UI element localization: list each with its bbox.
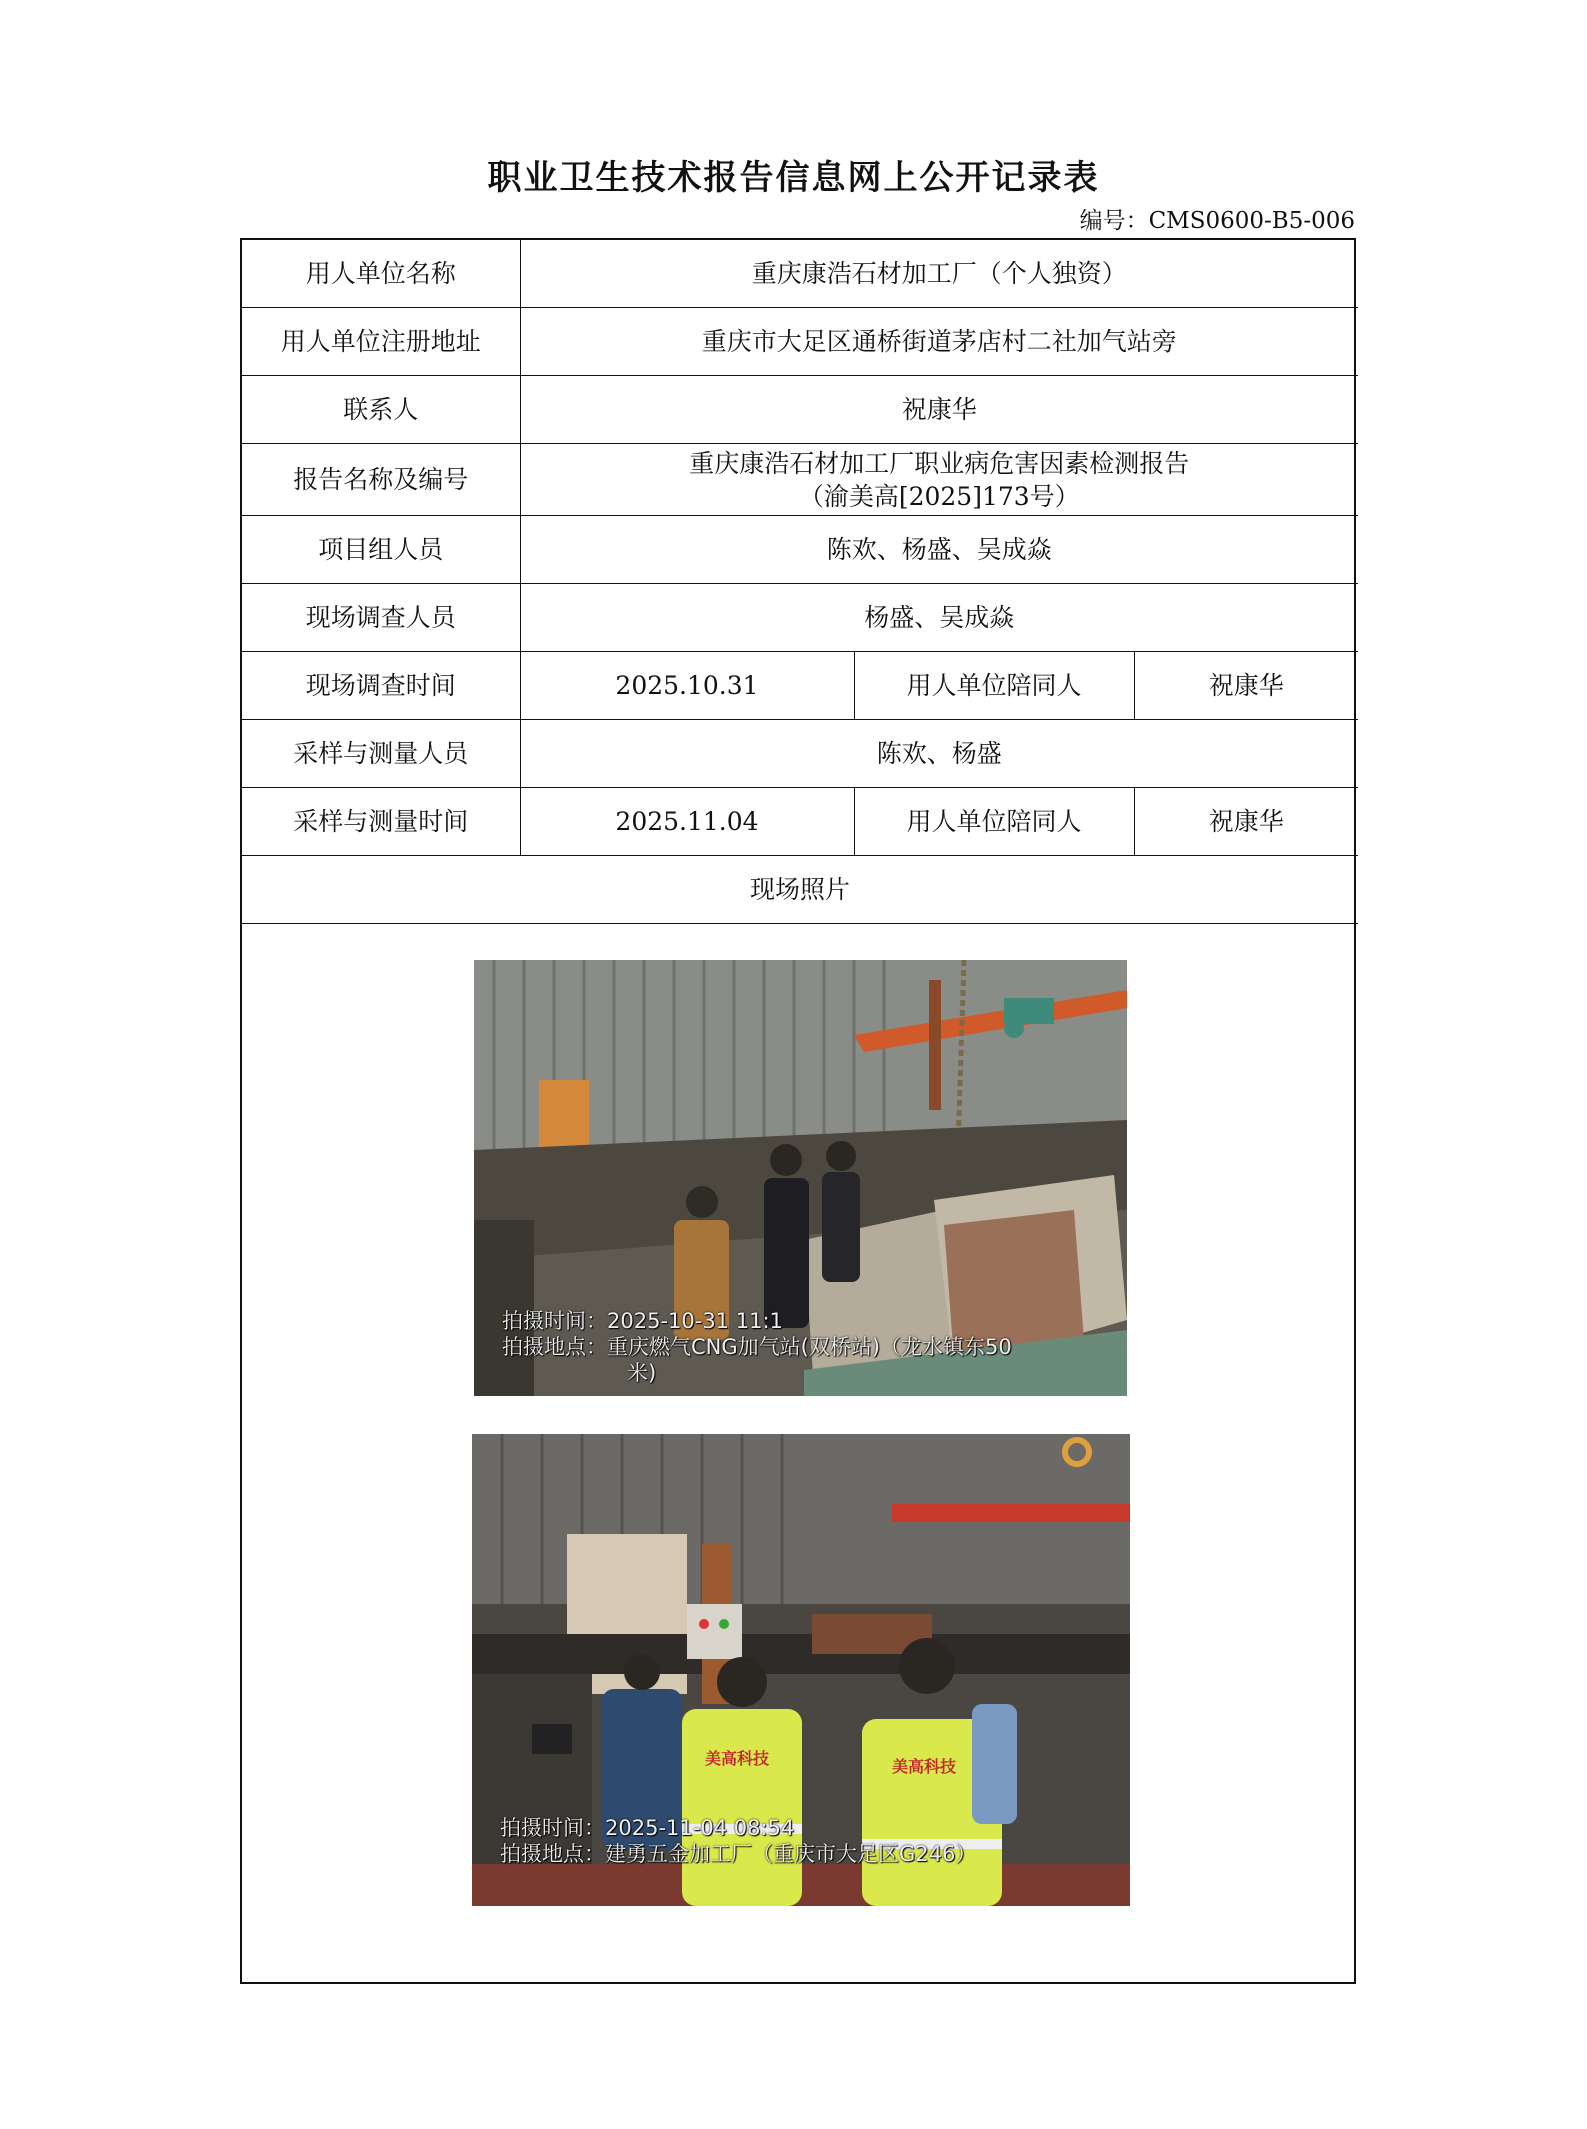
site-photo-1	[474, 960, 1127, 1396]
photo-1-place-stamp: 拍摄地点：重庆燃气CNG加气站(双桥站)（龙水镇东50	[502, 1335, 1012, 1359]
site-photo-2	[472, 1434, 1130, 1906]
contact-label: 联系人	[242, 376, 520, 444]
survey-escort-label: 用人单位陪同人	[854, 652, 1134, 720]
photo-1-time-stamp: 拍摄时间：2025-10-31 11:1	[502, 1309, 783, 1333]
survey-staff-value: 杨盛、吴成焱	[520, 584, 1358, 652]
report-number: （渝美高[2025]173号）	[798, 481, 1080, 511]
survey-time-label: 现场调查时间	[242, 652, 520, 720]
report-value	[520, 444, 1358, 516]
sampling-staff-label: 采样与测量人员	[242, 720, 520, 788]
vest-text-2: 美高科技	[892, 1757, 957, 1776]
photo-2-place-stamp: 拍摄地点：建勇五金加工厂（重庆市大足区G246）	[500, 1842, 977, 1866]
survey-staff-label: 现场调查人员	[242, 584, 520, 652]
employer-value: 重庆康浩石材加工厂（个人独资）	[520, 240, 1358, 308]
row-report	[242, 444, 1358, 516]
report-label: 报告名称及编号	[242, 444, 520, 516]
record-form	[240, 238, 1356, 1984]
sampling-staff-value: 陈欢、杨盛	[520, 720, 1358, 788]
employer-label: 用人单位名称	[242, 240, 520, 308]
address-label: 用人单位注册地址	[242, 308, 520, 376]
report-name: 重庆康浩石材加工厂职业病危害因素检测报告	[689, 448, 1190, 478]
contact-value: 祝康华	[520, 376, 1358, 444]
photo-2-time-stamp: 拍摄时间：2025-11-04 08:54	[500, 1816, 795, 1840]
sampling-time-value: 2025.11.04	[520, 788, 854, 856]
row-survey-time	[242, 652, 1358, 720]
survey-escort-value: 祝康华	[1134, 652, 1358, 720]
row-photos-header	[242, 856, 1358, 924]
survey-time-value: 2025.10.31	[520, 652, 854, 720]
document-code: 编号：CMS0600-B5-006	[1079, 208, 1355, 234]
page-title: 职业卫生技术报告信息网上公开记录表	[487, 158, 1100, 198]
team-value: 陈欢、杨盛、吴成焱	[520, 516, 1358, 584]
photos-area	[242, 924, 1354, 1940]
team-label: 项目组人员	[242, 516, 520, 584]
row-address	[242, 308, 1358, 376]
photos-label: 现场照片	[242, 856, 1358, 924]
row-team	[242, 516, 1358, 584]
vest-text-1: 美高科技	[705, 1749, 770, 1768]
row-employer	[242, 240, 1358, 308]
row-sampling-staff	[242, 720, 1358, 788]
sampling-time-label: 采样与测量时间	[242, 788, 520, 856]
sampling-escort-label: 用人单位陪同人	[854, 788, 1134, 856]
info-table	[242, 240, 1358, 924]
row-survey-staff	[242, 584, 1358, 652]
address-value: 重庆市大足区通桥街道茅店村二社加气站旁	[520, 308, 1358, 376]
sampling-escort-value: 祝康华	[1134, 788, 1358, 856]
row-contact	[242, 376, 1358, 444]
row-sampling-time	[242, 788, 1358, 856]
photo-1-place-stamp-line2: 米)	[627, 1361, 657, 1385]
